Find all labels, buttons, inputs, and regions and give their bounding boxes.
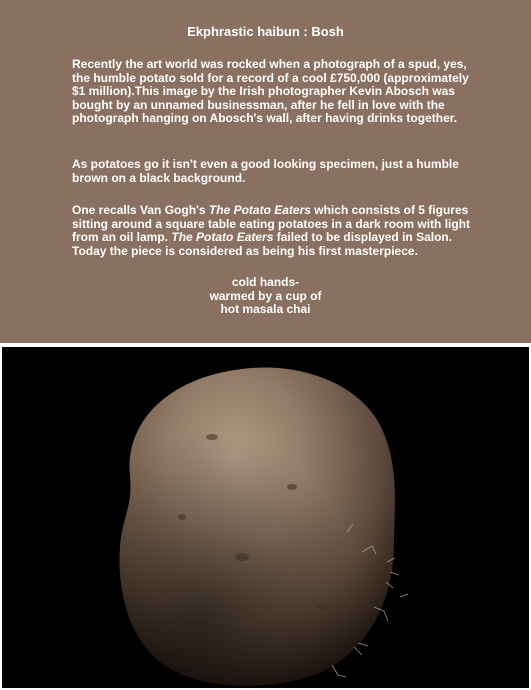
paragraph-3-italic-title-2: The Potato Eaters <box>171 230 274 245</box>
paragraph-3-text-2: which consists of 5 figures sitting around a square table eating potatoes in a dark room with light from an oil lamp. <box>72 203 471 245</box>
potato-image <box>2 347 529 688</box>
paragraph-3-text-3: failed to be displayed in Salon. Today the piece is considered as being his first masterpiece. <box>72 230 453 258</box>
paragraph-3-italic-title-1: The Potato Eaters <box>208 203 311 217</box>
haiku <box>0 276 531 317</box>
haibun-title: Ekphrastic haibun : Bosh <box>187 24 344 39</box>
haiku-line-1: cold hands- <box>231 275 300 289</box>
haibun-text-panel <box>0 0 531 343</box>
paragraph-3-text-1: One recalls Van Gogh's <box>72 203 209 217</box>
paragraph-3 <box>72 204 472 258</box>
paragraph-1: Recently the art world was rocked when a photograph of a spud, yes, the humble potato sold for a record of a cool £750,000 (approximately $1 million).This image by the Irish photographer Kevin Abosch was bought by an unnamed businessman, after he fell in love with the photograph hanging on Abosch's wall, after having drinks together. <box>72 57 469 126</box>
haiku-line-2: warmed by a cup of <box>209 288 322 303</box>
haiku-line-3: hot masala chai <box>220 302 311 317</box>
paragraph-2: As potatoes go it isn't even a good looking specimen, just a humble brown on a black background. <box>72 157 459 185</box>
potato-photograph <box>2 347 529 688</box>
